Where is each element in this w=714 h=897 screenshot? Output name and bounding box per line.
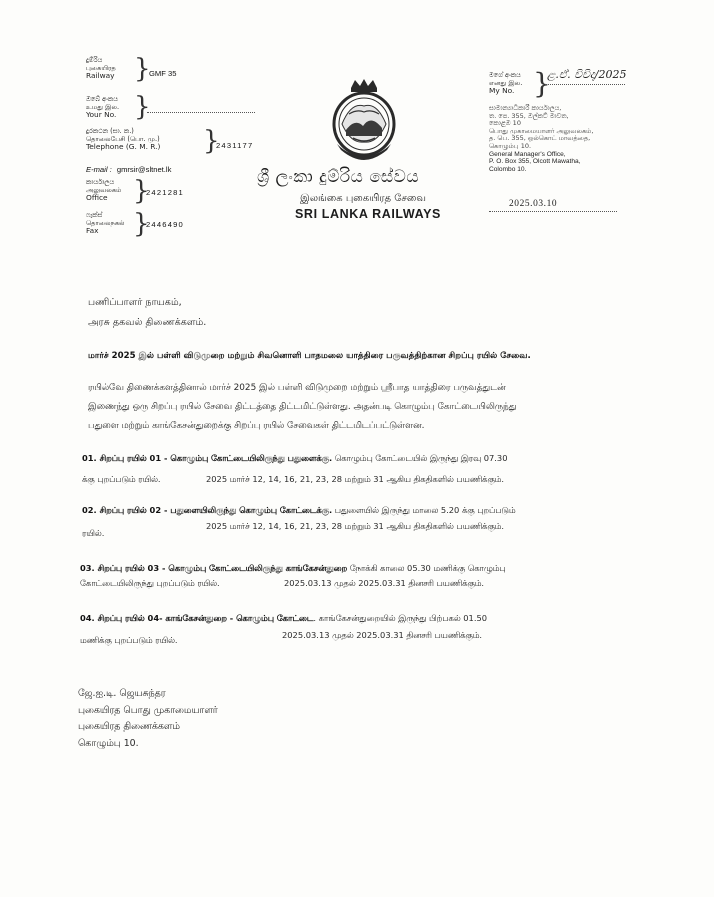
train-item-3-line-2b: 2025.03.13 முதல் 2025.03.31 தினசரி பயணிக்கும். <box>284 578 485 588</box>
train-item-3-line-2a: கோட்டையிலிருந்து புறப்படும் ரயில். <box>80 578 220 588</box>
email-value: gmrsir@sltnet.lk <box>116 165 172 174</box>
your-no-label-si: ඔබේ අංකය <box>86 95 119 103</box>
intro-line-3: பதுளை மற்றும் காங்கேசன்துறைக்கு சிறப்பு ரயில் சேவைகள் திட்டமிடப்பட்டுள்ளன. <box>88 421 425 431</box>
signature-block <box>78 686 218 752</box>
address-si-line-2: ත. පෙ. 355, ඔල්කට් මාවත, <box>489 111 569 120</box>
header-english: SRI LANKA RAILWAYS <box>295 207 441 221</box>
train-item-2-detail: பதுளையில் இருந்து மாலை 5.20 க்கு புறப்படும் <box>332 505 516 515</box>
train-item-1-line-1 <box>82 451 508 466</box>
train-item-1-line-2a: க்கு புறப்படும் ரயில். <box>82 474 161 484</box>
your-no-field <box>86 96 119 119</box>
office-value: 2421281 <box>146 188 184 197</box>
your-no-label-ta: உமது இல. <box>86 102 120 111</box>
address-en-line-3: Colombo 10. <box>489 166 527 174</box>
train-item-2-title: 02. சிறப்பு ரயில் 02 - பதுளையிலிருந்து கொழும்பு கோட்டைக்கு. <box>82 505 333 515</box>
signature-name: ஜே.ஐ.டி. ஜெயசுந்தர <box>78 688 166 699</box>
fax-value: 2446490 <box>146 220 184 229</box>
office-label-ta: அலுவலகம் <box>86 185 122 194</box>
my-no-dotline <box>545 84 625 85</box>
telephone-label-si: දුරකථන (සා. ක.) <box>86 127 134 135</box>
address-ta-line-2: த. பெ. 355, ஒல்கொட் மாவத்தை, <box>489 134 591 143</box>
header-tamil: இலங்கை புகையிரத சேவை <box>300 193 426 204</box>
railway-label-ta: புகையிரத <box>86 63 116 72</box>
train-item-3-line-1 <box>80 561 506 576</box>
train-item-1-title: 01. சிறப்பு ரயில் 01 - கொழும்பு கோட்டையிலிருந்து பதுளைக்கு. <box>82 453 333 463</box>
train-item-4-line-2b: 2025.03.13 முதல் 2025.03.31 தினசரி பயணிக்கும். <box>282 630 483 640</box>
signature-city: கொழும்பு 10. <box>78 737 139 749</box>
my-no-value: ළ.ඒ. විවිද/2025 <box>547 68 627 81</box>
email-row <box>86 157 171 176</box>
my-no-label-si: මගේ අංකය <box>489 71 521 79</box>
railway-label-en: Railway <box>86 71 115 81</box>
train-item-1-line-2b: 2025 மார்ச் 12, 14, 16, 21, 23, 28 மற்றும் 31 ஆகிய திகதிகளில் பயணிக்கும். <box>206 474 504 484</box>
office-label-si: කාර්යාලය <box>86 178 115 186</box>
recipient-line-1: பணிப்பாளர் நாயகம், <box>88 297 182 308</box>
train-item-2-line-2b: 2025 மார்ச் 12, 14, 16, 21, 23, 28 மற்றும் 31 ஆகிய திகதிகளில் பயணிக்கும். <box>206 521 504 531</box>
office-label-en: Office <box>86 193 108 203</box>
my-no-brace: } <box>533 67 551 100</box>
signature-title: புகையிரத பொது முகாமையாளர் <box>78 704 218 716</box>
address-si-line-1: සාමාන්‍යාධිකාරී කාර්යාලය, <box>489 104 562 112</box>
fax-field <box>86 212 125 235</box>
letter-date: 2025.03.10 <box>509 199 558 209</box>
telephone-label-ta: தொலைபேசி (பொ. மு.) <box>86 134 160 143</box>
train-item-4-detail: . காங்கேசன்துறையில் இருந்து பிற்பகல் 01.50 <box>313 613 488 623</box>
address-si-line-3: කොළඹ 10 <box>489 119 521 128</box>
fax-label-en: Fax <box>86 226 99 236</box>
office-field <box>86 179 121 202</box>
train-item-2-line-1 <box>82 503 516 518</box>
address-ta-line-1: பொது முகாமையாளர் அலுவலகம், <box>489 126 594 135</box>
train-item-2-line-2a: ரயில். <box>82 528 105 538</box>
railway-value: GMF 35 <box>149 69 177 78</box>
railway-label-si: දුම්රිය <box>86 56 103 64</box>
your-no-dotline <box>147 112 255 113</box>
telephone-value: 2431177 <box>216 141 254 150</box>
train-item-4-title: 04. சிறப்பு ரயில் 04- காங்கேசன்துறை - கொழும்பு கோட்டை <box>80 613 314 623</box>
fax-brace: } <box>133 209 150 239</box>
fax-label-ta: தொலைநகல் <box>86 218 125 227</box>
address-ta-line-3: கொழும்பு 10. <box>489 141 532 150</box>
train-item-4-line-1 <box>80 611 487 626</box>
fax-label-si: ෆැක්ස් <box>86 211 103 219</box>
address-en-line-1: General Manager's Office, <box>489 150 566 158</box>
telephone-field <box>86 128 160 151</box>
telephone-brace: } <box>203 126 220 156</box>
subject-line: மார்ச் 2025 இல் பள்ளி விடுமுறை மற்றும் சிவனொளி பாதமலை யாத்திரை பருவத்திற்கான சிறப்பு ரயில் சேவை. <box>88 351 531 361</box>
railway-field <box>86 57 116 80</box>
intro-line-1: ரயில்வே திணைக்களத்தினால் மார்ச் 2025 இல் பள்ளி விடுமுறை மற்றும் ஸ்ரீபாத யாத்திரை பருவத்துடன் <box>88 383 506 393</box>
intro-line-2: இணைந்து ஒரு சிறப்பு ரயில் சேவை திட்டத்தை திட்டமிட்டுள்ளது. அதன்படி கொழும்பு கோட்டையிலிருந்து <box>88 402 517 412</box>
my-no-label-en: My No. <box>489 86 515 96</box>
my-no-field <box>489 72 522 95</box>
train-item-4-line-2a: மணிக்கு புறப்படும் ரயில். <box>80 635 178 645</box>
signature-department: புகையிரத திணைக்களம் <box>78 721 180 733</box>
email-label: E-mail : <box>86 165 112 174</box>
train-item-1-detail: கொழும்பு கோட்டையில் இருந்து இரவு 07.30 <box>332 453 508 463</box>
address-block <box>489 105 593 174</box>
railway-brace: } <box>134 54 151 84</box>
telephone-label-en: Telephone (G. M. R.) <box>86 142 161 152</box>
train-item-3-detail: நோக்கி காலை 05.30 மணிக்கு கொழும்பு <box>347 563 506 573</box>
address-en-line-2: P. O. Box 355, Olcott Mawatha, <box>489 158 581 166</box>
recipient-line-2: அரசு தகவல் திணைக்களம். <box>88 317 207 328</box>
header-sinhala: ශ්‍රී ලංකා දුම්රිය සේවය <box>257 167 420 187</box>
sri-lanka-railways-emblem <box>331 78 397 162</box>
your-no-brace: } <box>134 92 151 122</box>
my-no-label-ta: எனது இல. <box>489 78 523 87</box>
office-brace: } <box>133 176 150 206</box>
train-item-3-title: 03. சிறப்பு ரயில் 03 - கொழும்பு கோட்டையிலிருந்து காங்கேசன்துறை <box>80 563 348 573</box>
date-dotline <box>489 211 617 212</box>
your-no-label-en: Your No. <box>86 110 117 120</box>
